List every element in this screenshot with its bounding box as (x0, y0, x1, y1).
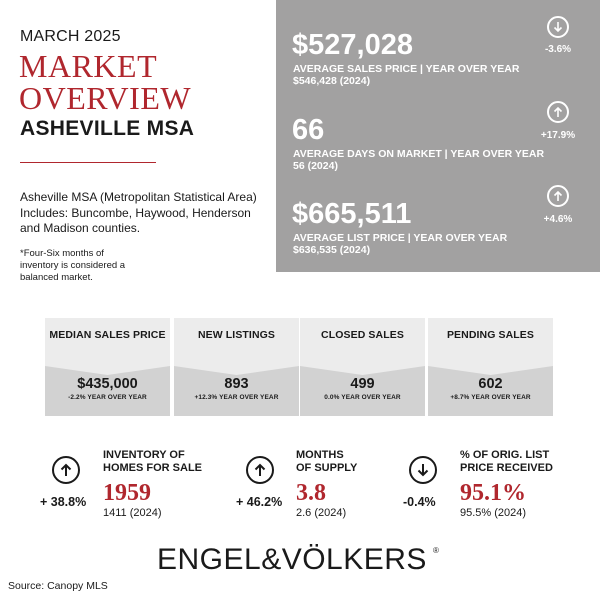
average-sales-price-value: $527,028 (292, 29, 413, 61)
inventory-value: 1959 (103, 480, 151, 506)
brand-logo: ENGEL&VÖLKERS (157, 543, 427, 576)
supply-label-line2: OF SUPPLY (296, 461, 358, 474)
card-yoy: +12.3% YEAR OVER YEAR (194, 394, 279, 401)
chevron-down-icon (300, 366, 425, 376)
average-sales-price-previous: $546,428 (2024) (293, 75, 371, 87)
arrow-down-icon (409, 456, 437, 484)
supply-label-line1: MONTHS (296, 449, 344, 461)
region-description: Asheville MSA (Metropolitan Statistical Area) Includes: Buncombe, Haywood, Henderson and Madison counties. (20, 190, 257, 235)
card-label: NEW LISTINGS (197, 329, 276, 341)
registered-mark: ® (433, 546, 439, 555)
card-pending-sales-header (428, 318, 553, 366)
card-closed-sales-header (300, 318, 425, 366)
card-pending-sales-body (428, 366, 553, 416)
supply-change: + 46.2% (236, 495, 283, 509)
card-yoy: -2.2% YEAR OVER YEAR (68, 394, 147, 401)
data-source: Source: Canopy MLS (8, 580, 108, 592)
inventory-label-line2: HOMES FOR SALE (103, 461, 203, 474)
list-price-received-label-line1: % OF ORIG. LIST (460, 449, 550, 461)
arrow-up-icon (547, 101, 569, 123)
chevron-down-icon (428, 366, 553, 376)
title-line-2: OVERVIEW (19, 80, 192, 116)
days-on-market-value: 66 (292, 114, 325, 146)
region-title: ASHEVILLE MSA (20, 117, 195, 140)
inventory-change: + 38.8% (40, 495, 87, 509)
list-price-received-value: 95.1% (460, 480, 526, 506)
card-yoy: +8.7% YEAR OVER YEAR (450, 394, 531, 401)
list-price-received-previous: 95.5% (2024) (460, 507, 527, 519)
inventory-note: *Four-Six months of inventory is considered a balanced market. (20, 248, 126, 283)
title-line-1: MARKET (19, 48, 158, 84)
arrow-up-icon (52, 456, 80, 484)
inventory-previous: 1411 (2024) (103, 507, 162, 519)
list-price-received-change: -0.4% (403, 495, 436, 509)
days-on-market-change: +17.9% (540, 130, 576, 141)
average-sales-price-change: -3.6% (544, 44, 572, 55)
supply-value: 3.8 (296, 480, 326, 506)
report-date: MARCH 2025 (20, 28, 121, 45)
card-median-sales-price-header (45, 318, 170, 366)
card-yoy: 0.0% YEAR OVER YEAR (324, 394, 401, 401)
card-new-listings-header (174, 318, 299, 366)
chevron-down-icon (174, 366, 299, 376)
supply-previous: 2.6 (2024) (296, 507, 347, 519)
average-sales-price-label: AVERAGE SALES PRICE | YEAR OVER YEAR (293, 63, 520, 75)
divider (20, 162, 156, 163)
card-value: 602 (478, 376, 503, 392)
arrow-down-icon (547, 16, 569, 38)
list-price-received-label-line2: PRICE RECEIVED (460, 461, 553, 474)
card-closed-sales-body (300, 366, 425, 416)
days-on-market-label: AVERAGE DAYS ON MARKET | YEAR OVER YEAR (293, 148, 545, 160)
card-value: 499 (350, 376, 375, 392)
card-label: CLOSED SALES (321, 329, 404, 341)
card-median-sales-price-body (45, 366, 170, 416)
chevron-down-icon (45, 366, 170, 376)
average-list-price-previous: $636,535 (2024) (293, 244, 371, 256)
card-new-listings-body (174, 366, 299, 416)
arrow-up-icon (246, 456, 274, 484)
average-stats-panel (276, 0, 600, 272)
average-list-price-value: $665,511 (292, 198, 412, 230)
inventory-label-line1: INVENTORY OF (103, 449, 185, 461)
card-value: 893 (224, 376, 249, 392)
average-list-price-change: +4.6% (543, 214, 573, 225)
days-on-market-previous: 56 (2024) (293, 160, 338, 172)
arrow-up-icon (547, 185, 569, 207)
card-label: PENDING SALES (446, 329, 535, 341)
card-value: $435,000 (77, 376, 138, 392)
card-label: MEDIAN SALES PRICE (49, 329, 166, 341)
average-list-price-label: AVERAGE LIST PRICE | YEAR OVER YEAR (293, 232, 508, 244)
